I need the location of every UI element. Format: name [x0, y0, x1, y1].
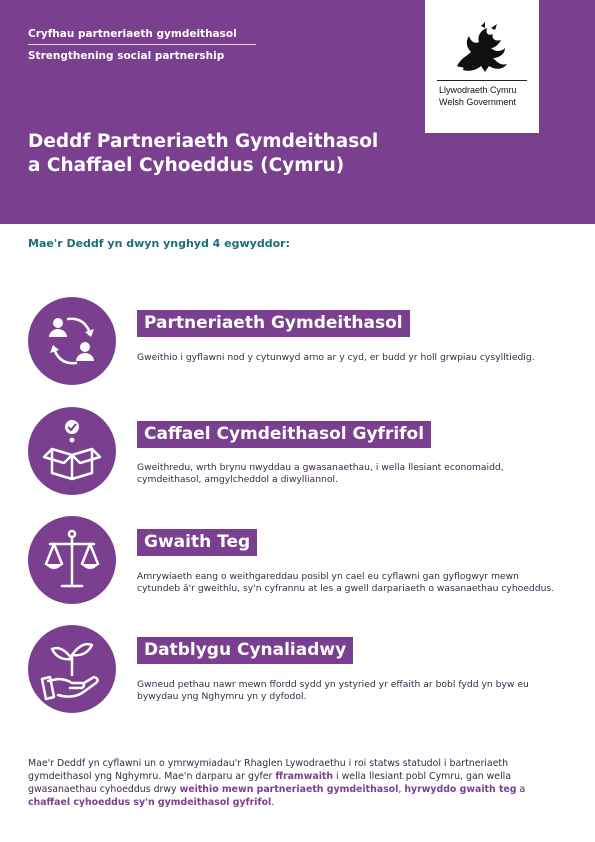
principle-3-description: Amrywiaeth eang o weithgareddau posibl yn cael eu cyflawni gan gyflogwyr mewn cytundeb â'r gweithlu, sy'n cyfrannu at les a gwell darpariaeth o wasanaethau cyhoeddus. [137, 571, 555, 594]
principle-3-title: Gwaith Teg [137, 529, 257, 556]
welsh-dragon-icon [451, 22, 513, 78]
footer-highlight-framework: fframwaith [275, 771, 334, 782]
hand-seedling-icon [28, 625, 116, 713]
principle-1-circle [28, 297, 116, 385]
principle-1-title: Partneriaeth Gymdeithasol [137, 310, 410, 337]
logo-text-welsh: Llywodraeth Cymru [439, 85, 517, 95]
principle-3-circle [28, 516, 116, 604]
footer-highlight-fair-work: hyrwyddo gwaith teg [404, 784, 517, 795]
footer-highlight-partnership: weithio mewn partneriaeth gymdeithasol [179, 784, 399, 795]
principle-2-title: Caffael Cymdeithasol Gyfrifol [137, 421, 431, 448]
tagline-divider [28, 44, 256, 45]
footer-highlight-procurement: chaffael cyhoeddus sy'n gymdeithasol gyfrifol [28, 797, 272, 808]
people-cycle-icon [28, 297, 116, 385]
footer-text-5: . [271, 797, 275, 808]
welsh-government-logo [425, 0, 539, 133]
logo-divider [437, 80, 527, 81]
footer-text-3: , [398, 784, 405, 795]
principle-4-circle [28, 625, 116, 713]
principle-4-title: Datblygu Cynaliadwy [137, 637, 353, 664]
principle-2-circle [28, 407, 116, 495]
title-line-1: Deddf Partneriaeth Gymdeithasol [28, 131, 379, 152]
footer-paragraph [28, 757, 568, 809]
intro-heading: Mae'r Deddf yn dwyn ynghyd 4 egwyddor: [28, 237, 290, 250]
principle-1-description: Gweithio i gyflawni nod y cytunwyd arno ar y cyd, er budd yr holl grwpiau cysylltiedig. [137, 352, 535, 363]
page-title [28, 130, 448, 178]
principle-4-description: Gwneud pethau nawr mewn ffordd sydd yn ystyried yr effaith ar bobl fydd yn byw eu bywydau yng Nghymru yn y dyfodol. [137, 679, 529, 702]
balance-scales-icon [28, 516, 116, 604]
footer-text-2: i wella llesiant pobl Cymru, gan wella gwasanaethau cyhoeddus drwy [28, 771, 512, 795]
footer-text-4: a [516, 784, 526, 795]
procurement-box-icon [28, 407, 116, 495]
tagline-welsh: Cryfhau partneriaeth gymdeithasol [28, 28, 237, 40]
logo-text-english: Welsh Government [439, 97, 516, 107]
footer-text-1: Mae'r Deddf yn cyflawni un o ymrwymiadau'r Rhaglen Lywodraethu i roi statws statudol i bartneriaeth gymdeithasol yng Nghymru. Mae'n darparu ar gyfer [28, 758, 509, 782]
principle-2-description: Gweithredu, wrth brynu nwyddau a gwasanaethau, i wella llesiant economaidd, cymdeithasol, amgylcheddol a diwylliannol. [137, 462, 504, 485]
title-line-2: a Chaffael Cyhoeddus (Cymru) [28, 155, 345, 176]
tagline-english: Strengthening social partnership [28, 50, 225, 62]
